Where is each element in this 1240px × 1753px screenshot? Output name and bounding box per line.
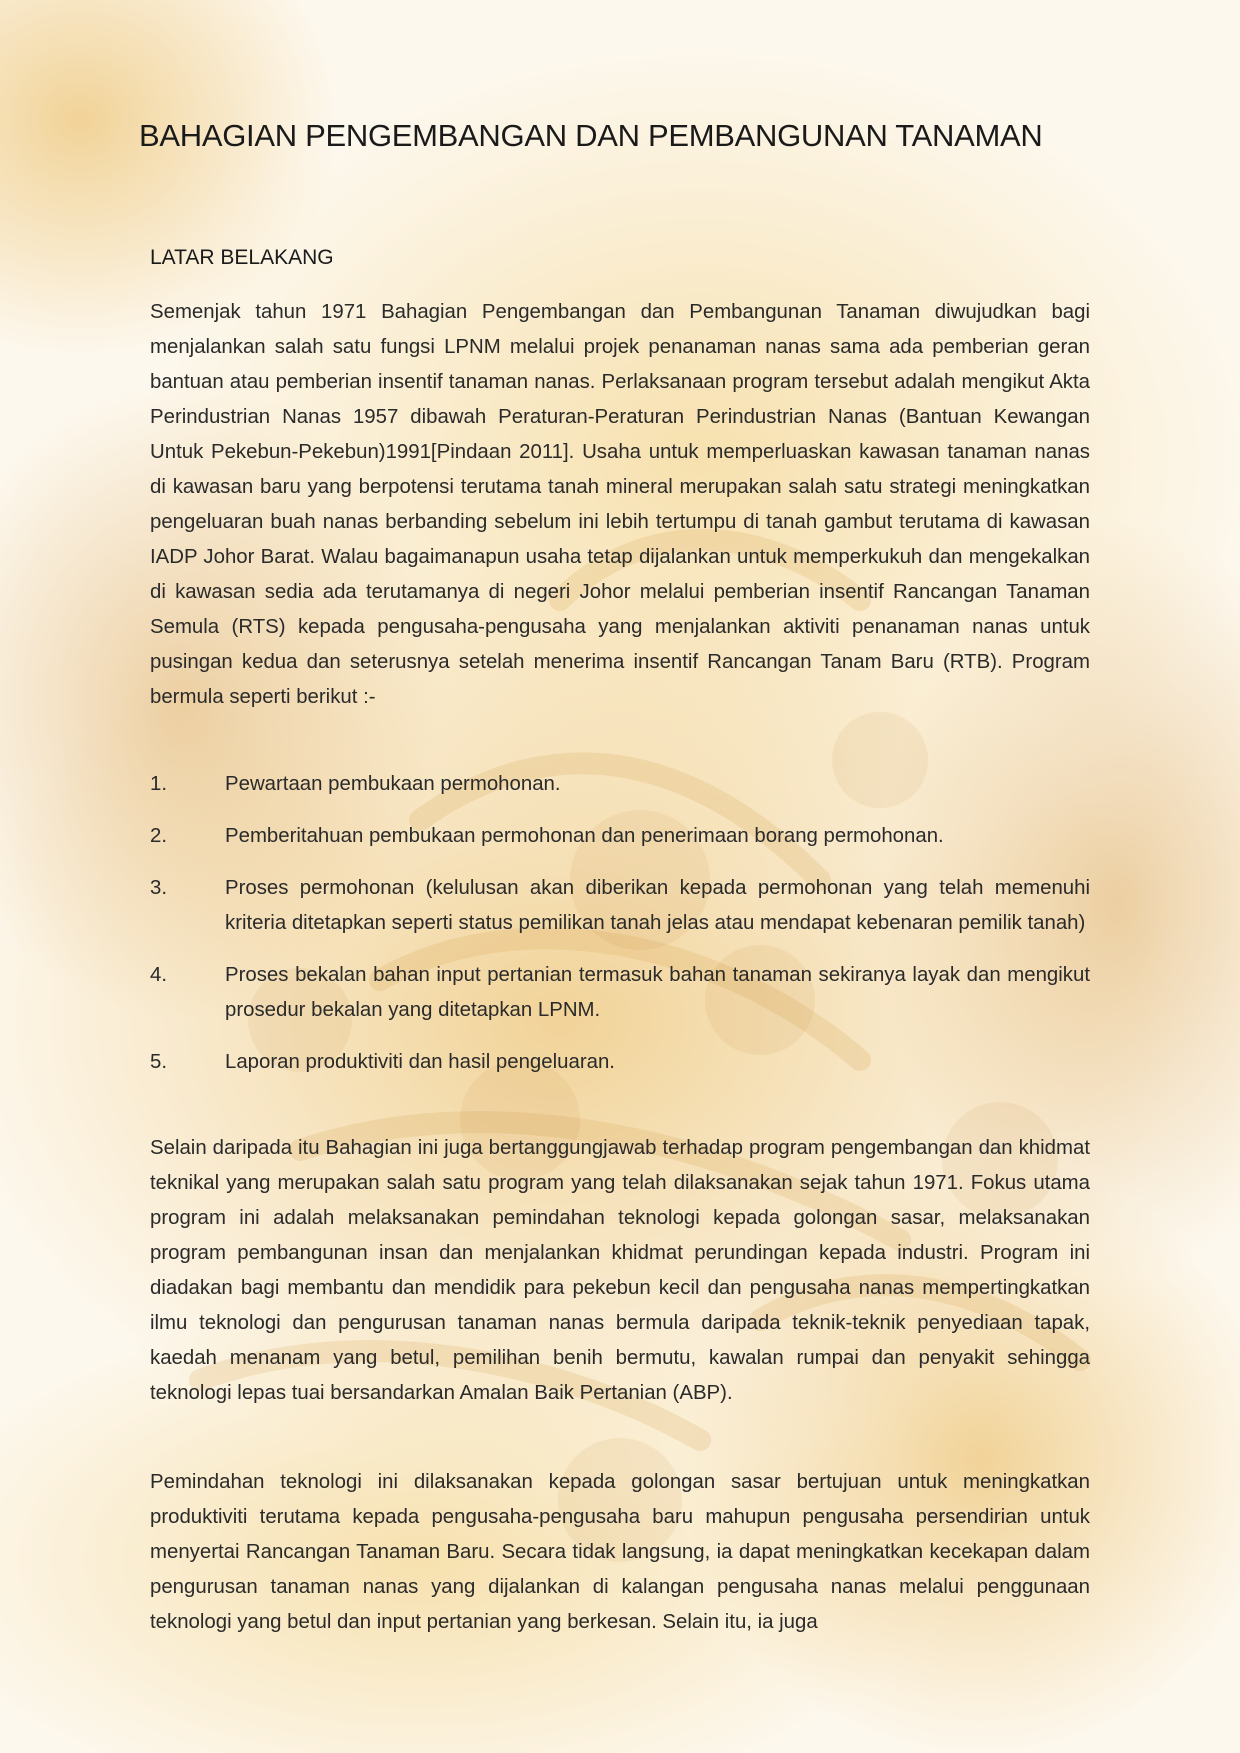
program-steps-list [150,767,1090,1097]
list-item-text: Pemberitahuan pembukaan permohonan dan penerimaan borang permohonan. [225,825,944,847]
list-item [150,1045,1090,1080]
list-item [150,958,1090,1028]
list-item-number: 3. [150,877,168,899]
list-item-text: Laporan produktiviti dan hasil pengeluaran. [225,1051,615,1073]
paragraph-technology-transfer: Pemindahan teknologi ini dilaksanakan kepada golongan sasar bertujuan untuk meningkatkan produktiviti terutama kepada pengusaha-pengusaha baru mahupun pengusaha persendirian untuk menyertai Rancangan Tanaman Baru. Secara tidak langsung, ia dapat meningkatkan kecekapan dalam pengurusan tanaman nanas yang dijalankan di kalangan pengusaha nanas melalui penggunaan teknologi yang betul dan input pertanian yang berkesan. Selain itu, ia juga [150,1471,1090,1633]
list-item-number: 4. [150,964,168,986]
list-item-text: Pewartaan pembukaan permohonan. [225,773,561,795]
list-item [150,819,1090,854]
paragraph-extension-program: Selain daripada itu Bahagian ini juga bertanggungjawab terhadap program pengembangan dan khidmat teknikal yang merupakan salah satu program yang telah dilaksanakan sejak tahun 1971. Fokus utama program ini adalah melaksanakan pemindahan teknologi kepada golongan sasar, melaksanakan program pembangunan insan dan menjalankan khidmat perundingan kepada industri. Program ini diadakan bagi membantu dan mendidik para pekebun kecil dan pengusaha nanas mempertingkatkan ilmu teknologi dan pengurusan tanaman nanas bermula daripada teknik-teknik penyediaan tapak, kaedah menanam yang betul, pemilihan benih bermutu, kawalan rumpai dan penyakit sehingga teknologi lepas tuai bersandarkan Amalan Baik Pertanian (ABP). [150,1137,1090,1404]
list-item-text: Proses permohonan (kelulusan akan diberikan kepada permohonan yang telah memenuhi kriteria ditetapkan seperti status pemilikan tanah jelas atau mendapat kebenaran pemilik tanah) [225,877,1090,934]
paragraph-background: Semenjak tahun 1971 Bahagian Pengembangan dan Pembangunan Tanaman diwujudkan bagi menjalankan salah satu fungsi LPNM melalui projek penanaman nanas sama ada pemberian geran bantuan atau pemberian insentif tanaman nanas. Perlaksanaan program tersebut adalah mengikut Akta Perindustrian Nanas 1957 dibawah Peraturan-Peraturan Perindustrian Nanas (Bantuan Kewangan Untuk Pekebun-Pekebun)1991[Pindaan 2011]. Usaha untuk memperluaskan kawasan tanaman nanas di kawasan baru yang berpotensi terutama tanah mineral merupakan salah satu strategi meningkatkan pengeluaran buah nanas berbanding sebelum ini lebih tertumpu di tanah gambut terutama di kawasan IADP Johor Barat. Walau bagaimanapun usaha tetap dijalankan untuk memperkukuh dan mengekalkan di kawasan sedia ada terutamanya di negeri Johor melalui pemberian insentif Rancangan Tanaman Semula (RTS) kepada pengusaha-pengusaha yang menjalankan aktiviti penanaman nanas untuk pusingan kedua dan seterusnya setelah menerima insentif Rancangan Tanam Baru (RTB). Program bermula seperti berikut :- [150,301,1090,708]
document-title: BAHAGIAN PENGEMBANGAN DAN PEMBANGUNAN TANAMAN [139,118,1043,153]
list-item [150,871,1090,941]
section-heading: LATAR BELAKANG [150,246,334,269]
list-item-number: 2. [150,825,168,847]
list-item-number: 1. [150,773,168,795]
list-item [150,767,1090,802]
list-item-number: 5. [150,1051,168,1073]
list-item-text: Proses bekalan bahan input pertanian termasuk bahan tanaman sekiranya layak dan mengikut prosedur bekalan yang ditetapkan LPNM. [225,964,1090,1021]
